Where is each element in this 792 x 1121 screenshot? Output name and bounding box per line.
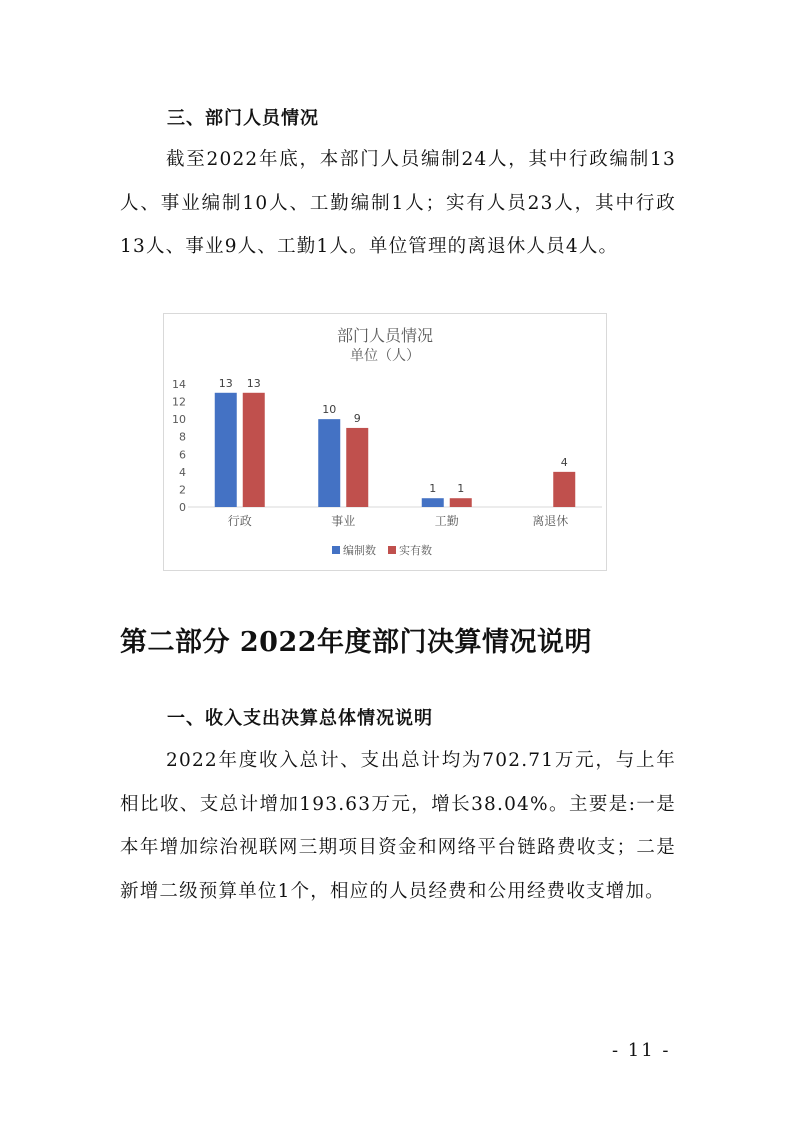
staff-chart (163, 313, 607, 571)
data-label: 1 (429, 482, 437, 496)
staff-paragraph: 截至2022年底，本部门人员编制24人，其中行政编制13人、事业编制10人、工勤编制1人；实有人员23人，其中行政13人、事业9人、工勤1人。单位管理的离退休人员4人。 (120, 149, 676, 257)
data-label: 9 (353, 411, 361, 425)
y-tick-label: 0 (179, 501, 186, 514)
bar-编制数 (215, 393, 237, 507)
x-tick-label: 行政 (227, 514, 252, 528)
staff-bar-chart (164, 314, 606, 570)
legend-label: 实有数 (399, 544, 432, 557)
y-tick-label: 14 (172, 378, 186, 391)
bar-实有数 (553, 472, 575, 507)
bar-编制数 (422, 498, 444, 507)
data-label: 13 (218, 376, 233, 390)
y-tick-label: 10 (172, 413, 186, 427)
bar-编制数 (318, 419, 340, 507)
data-label: 13 (246, 376, 261, 390)
legend-swatch-编制数 (332, 546, 340, 554)
section-heading-income-expense: 一、收入支出决算总体情况说明 (167, 708, 433, 729)
data-label: 4 (560, 455, 568, 469)
chart-plot-area (172, 377, 602, 528)
bar-实有数 (450, 498, 472, 507)
y-tick-label: 8 (179, 430, 186, 444)
bar-实有数 (243, 393, 265, 507)
section-heading-staff: 三、部门人员情况 (167, 108, 319, 129)
x-tick-label: 事业 (331, 514, 356, 528)
part-two-heading: 第二部分 2022年度部门决算情况说明 (120, 627, 593, 658)
legend-label: 编制数 (343, 544, 376, 557)
x-tick-label: 工勤 (434, 514, 459, 528)
legend-swatch-实有数 (388, 546, 396, 554)
y-tick-label: 2 (179, 483, 186, 497)
income-expense-paragraph: 2022年度收入总计、支出总计均为702.71万元，与上年相比收、支总计增加193.63万元，增长38.04%。主要是:一是本年增加综治视联网三期项目资金和网络平台链路费收支；二是新增二级预算单位1个，相应的人员经费和公用经费收支增加。 (120, 750, 676, 902)
y-tick-label: 4 (179, 465, 186, 479)
x-tick-label: 离退休 (532, 514, 569, 528)
data-label: 1 (457, 482, 465, 496)
chart-legend (332, 543, 432, 557)
y-tick-label: 6 (179, 448, 186, 462)
y-tick-label: 12 (172, 395, 186, 409)
chart-subtitle: 单位（人） (350, 348, 420, 364)
bar-实有数 (346, 428, 368, 507)
chart-title: 部门人员情况 (336, 326, 434, 345)
page-number: - 11 - (612, 1040, 671, 1061)
data-label: 10 (322, 403, 337, 417)
